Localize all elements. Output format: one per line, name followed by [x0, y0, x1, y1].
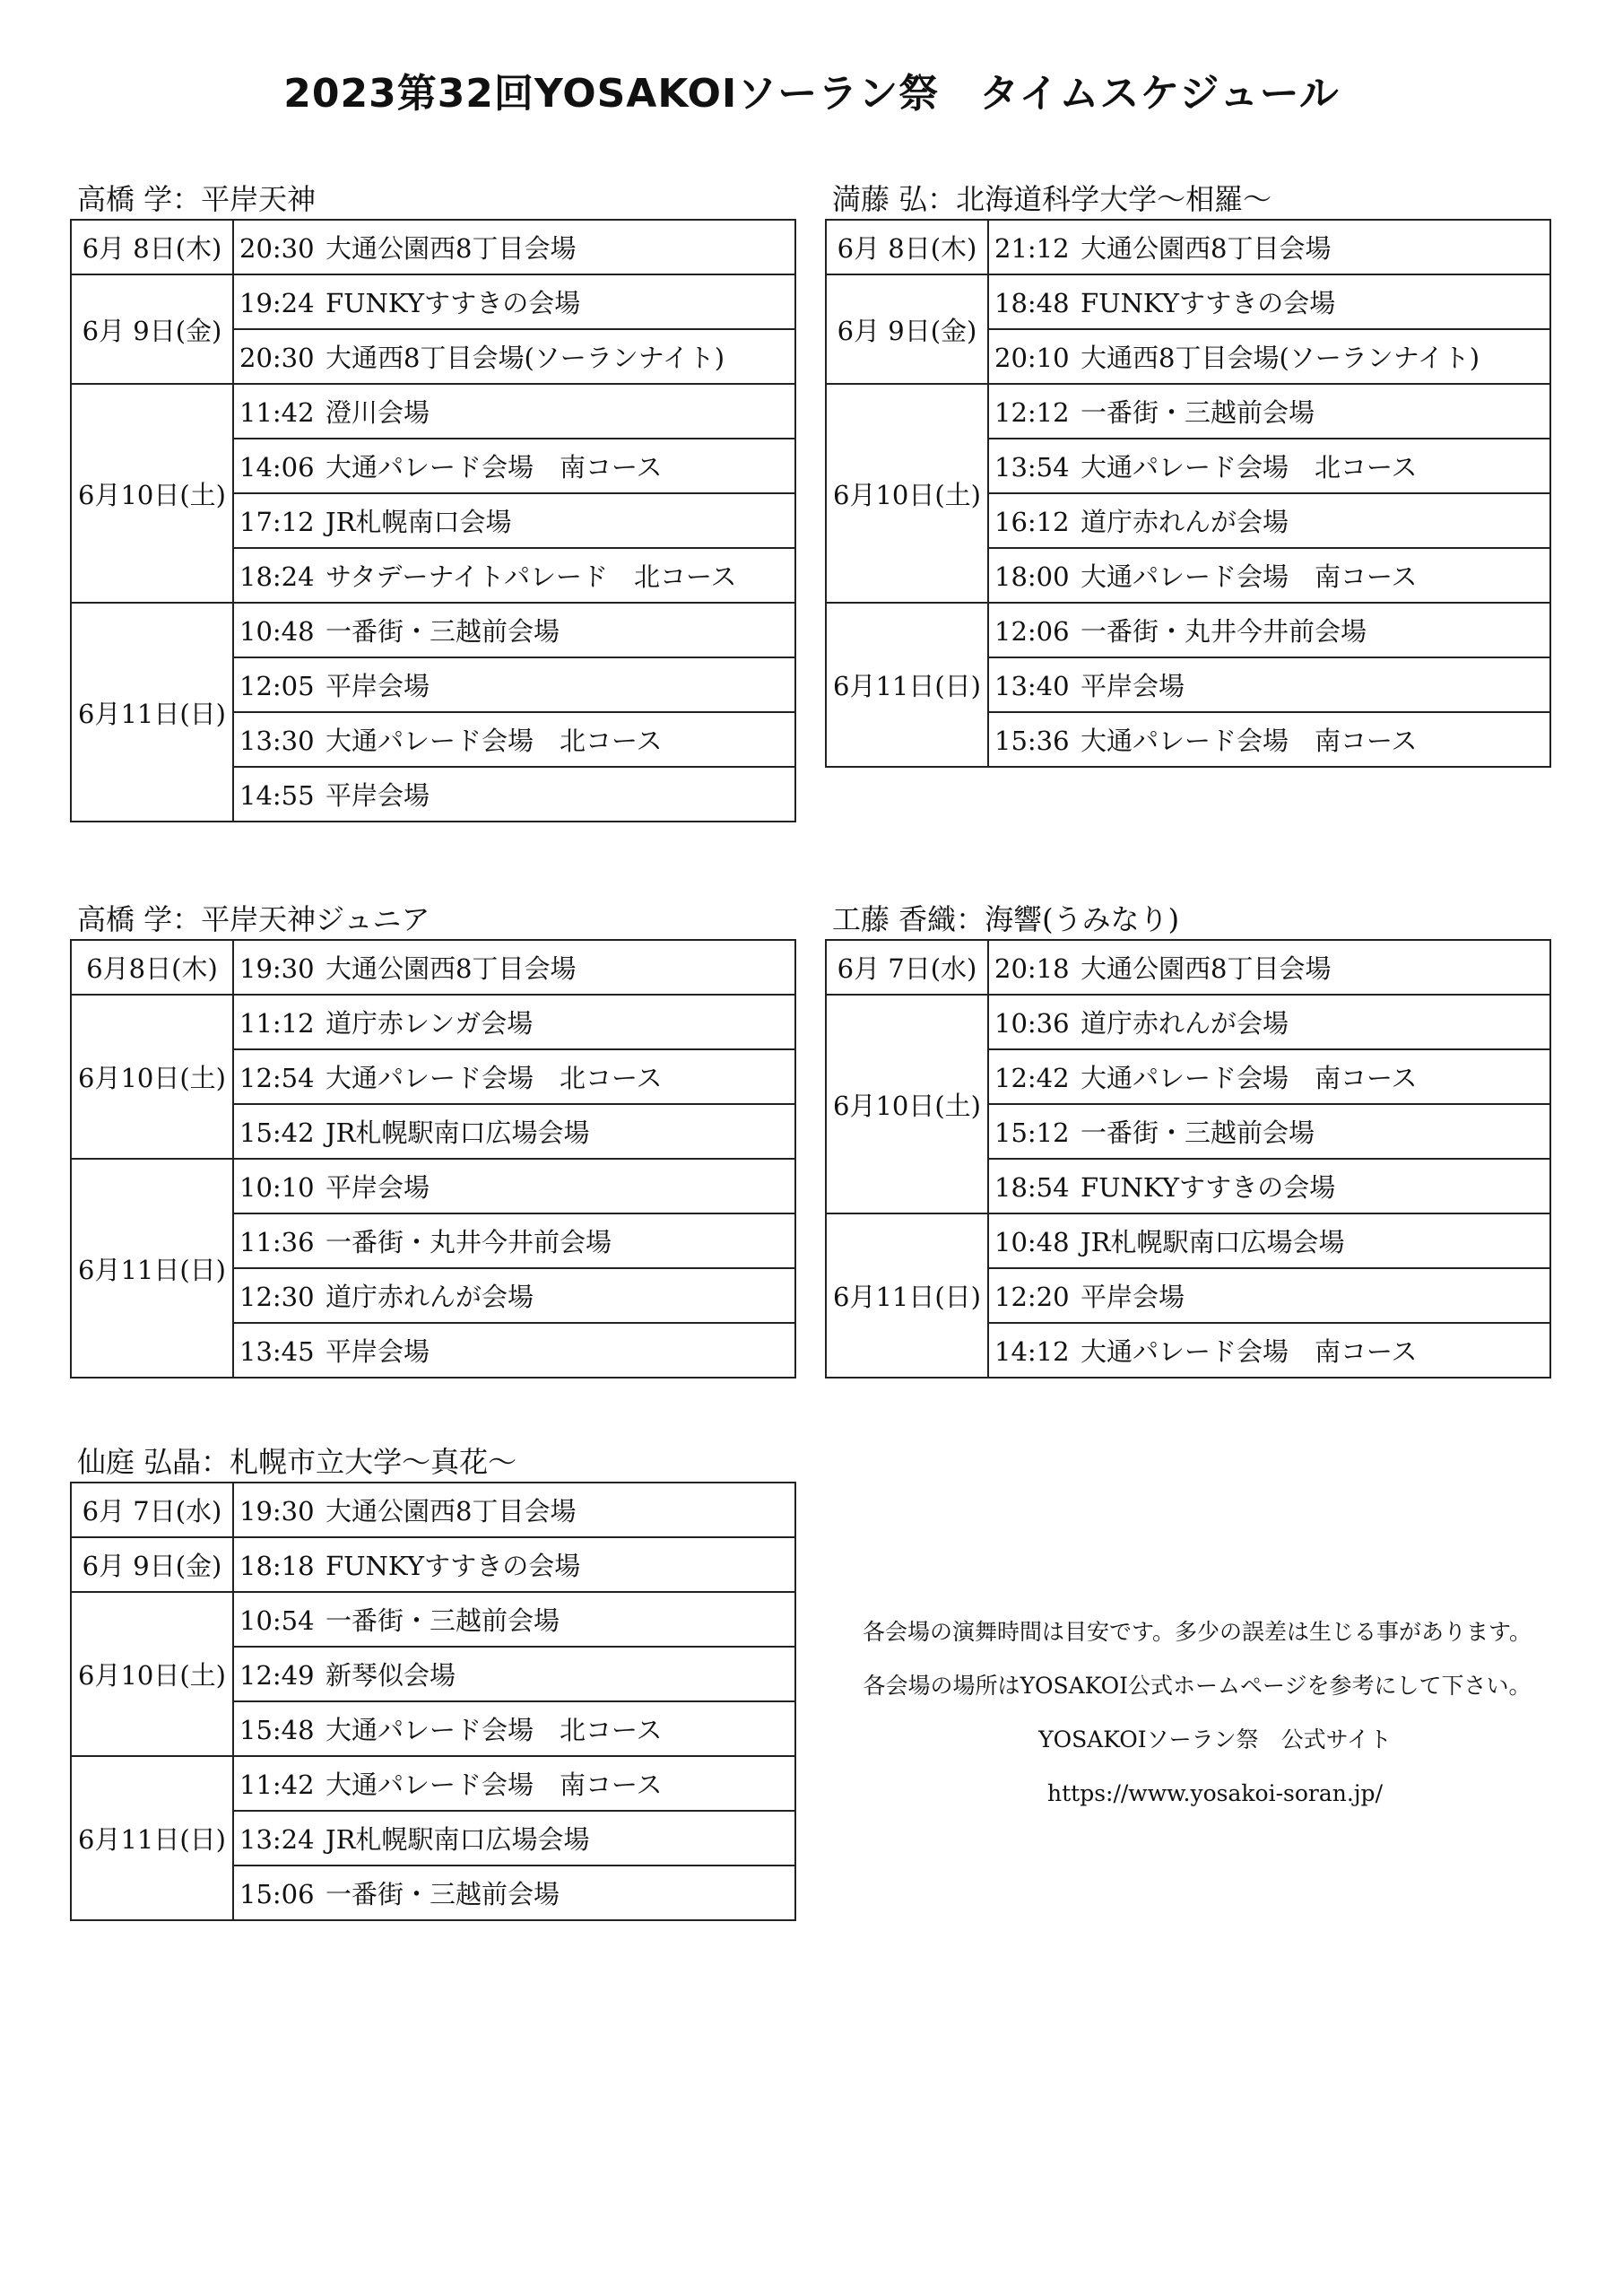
date-cell: 6月10日(土)	[71, 384, 233, 603]
schedule-block-hirayama-junior	[70, 900, 796, 1378]
event-cell	[233, 1323, 795, 1378]
schedule-table	[70, 1482, 796, 1921]
event-cell	[988, 1213, 1550, 1268]
event-time: 11:42	[239, 397, 315, 428]
event-place: 平岸会場	[1081, 1282, 1185, 1312]
event-time: 18:00	[994, 561, 1070, 592]
note-line: 各会場の演舞時間は目安です。多少の誤差は生じる事があります。	[862, 1619, 1532, 1645]
event-place: FUNKYすすきの会場	[325, 1551, 581, 1581]
event-time: 15:48	[239, 1715, 315, 1745]
block-header: 満藤 弘：北海道科学大学～相羅～	[832, 182, 1272, 216]
event-place: 大通西8丁目会場(ソーランナイト)	[1081, 343, 1480, 373]
event-place: 大通パレード会場 南コース	[1081, 561, 1418, 592]
event-time: 16:12	[994, 507, 1070, 537]
event-time: 13:45	[239, 1336, 315, 1367]
event-cell	[233, 439, 795, 493]
event-place: 大通パレード会場 北コース	[1081, 452, 1418, 483]
event-place: 大通パレード会場 南コース	[1081, 1063, 1418, 1093]
event-place: 道庁赤レンガ会場	[325, 1008, 534, 1039]
date-cell: 6月 8日(木)	[71, 220, 233, 274]
event-cell	[988, 548, 1550, 603]
event-time: 12:12	[994, 397, 1070, 428]
event-cell	[988, 439, 1550, 493]
event-time: 12:42	[994, 1063, 1070, 1093]
event-time: 15:12	[994, 1118, 1070, 1148]
event-place: 大通パレード会場 北コース	[325, 1063, 663, 1093]
event-time: 17:12	[239, 507, 315, 537]
date-cell: 6月8日(木)	[71, 940, 233, 995]
event-place: 一番街・三越前会場	[1081, 1118, 1315, 1148]
event-cell	[233, 940, 795, 995]
event-cell	[233, 220, 795, 274]
event-time: 18:18	[239, 1551, 315, 1581]
official-site-url: https://www.yosakoi-soran.jp/	[1047, 1780, 1383, 1806]
event-place: 平岸会場	[325, 1336, 430, 1367]
event-cell	[988, 274, 1550, 329]
event-cell	[233, 995, 795, 1049]
event-cell	[988, 603, 1550, 657]
schedule-block-hokkaido-kagaku	[825, 179, 1551, 768]
event-place: サタデーナイトパレード 北コース	[325, 561, 737, 592]
event-cell	[233, 274, 795, 329]
schedule-row	[826, 603, 1550, 657]
notes	[820, 1605, 1574, 1821]
event-place: FUNKYすすきの会場	[325, 288, 581, 318]
event-place: JR札幌駅南口広場会場	[325, 1824, 590, 1855]
event-place: JR札幌駅南口広場会場	[325, 1118, 590, 1148]
event-time: 19:30	[239, 953, 315, 984]
schedule-row	[71, 603, 795, 657]
event-place: 一番街・三越前会場	[325, 616, 560, 647]
event-time: 14:06	[239, 452, 315, 483]
event-cell	[988, 995, 1550, 1049]
event-place: 道庁赤れんが会場	[1081, 507, 1289, 537]
schedule-row	[71, 1537, 795, 1592]
event-place: 大通西8丁目会場(ソーランナイト)	[325, 343, 725, 373]
event-place: 澄川会場	[325, 397, 430, 428]
event-time: 20:10	[994, 343, 1070, 373]
event-time: 12:54	[239, 1063, 315, 1093]
block-header: 高橋 学：平岸天神ジュニア	[77, 902, 430, 936]
event-cell	[988, 1268, 1550, 1323]
schedule-table	[70, 939, 796, 1378]
event-cell	[988, 1104, 1550, 1159]
event-time: 18:48	[994, 288, 1070, 318]
event-cell	[233, 1213, 795, 1268]
schedule-row	[71, 995, 795, 1049]
date-cell: 6月 9日(金)	[71, 274, 233, 384]
event-place: 一番街・丸井今井前会場	[1081, 616, 1367, 647]
schedule-row	[71, 1592, 795, 1647]
event-place: 大通パレード会場 南コース	[325, 1770, 663, 1800]
event-place: 道庁赤れんが会場	[325, 1282, 534, 1312]
event-place: 大通公園西8丁目会場	[1081, 953, 1332, 984]
schedule-row	[826, 274, 1550, 329]
schedule-row	[71, 1483, 795, 1537]
date-cell: 6月10日(土)	[826, 384, 988, 603]
date-cell: 6月 8日(木)	[826, 220, 988, 274]
event-place: 大通公園西8丁目会場	[1081, 233, 1332, 264]
event-cell	[233, 548, 795, 603]
date-cell: 6月 9日(金)	[826, 274, 988, 384]
date-cell: 6月11日(日)	[71, 603, 233, 822]
event-cell	[988, 1159, 1550, 1213]
date-cell: 6月11日(日)	[71, 1159, 233, 1378]
schedule-table	[825, 219, 1551, 768]
event-cell	[233, 1701, 795, 1756]
schedule-block-hirayama-tenjin	[70, 179, 796, 822]
schedule-row	[826, 995, 1550, 1049]
block-header: 仙庭 弘晶：札幌市立大学～真花～	[77, 1445, 517, 1479]
event-cell	[233, 712, 795, 767]
event-cell	[988, 384, 1550, 439]
event-cell	[988, 220, 1550, 274]
event-place: 平岸会場	[325, 1172, 430, 1203]
event-place: FUNKYすすきの会場	[1081, 1172, 1336, 1203]
event-place: JR札幌駅南口広場会場	[1081, 1227, 1345, 1257]
event-time: 11:36	[239, 1227, 315, 1257]
event-time: 14:12	[994, 1336, 1070, 1367]
date-cell: 6月 7日(水)	[826, 940, 988, 995]
event-place: 一番街・三越前会場	[325, 1879, 560, 1909]
event-time: 20:30	[239, 343, 315, 373]
event-place: 一番街・三越前会場	[325, 1605, 560, 1636]
event-time: 10:48	[239, 616, 315, 647]
event-cell	[233, 603, 795, 657]
event-cell	[233, 329, 795, 384]
event-place: 大通パレード会場 南コース	[325, 452, 663, 483]
date-cell: 6月11日(日)	[826, 1213, 988, 1378]
event-place: 大通パレード会場 南コース	[1081, 726, 1418, 756]
event-time: 12:20	[994, 1282, 1070, 1312]
schedule-row	[826, 1213, 1550, 1268]
event-cell	[233, 1592, 795, 1647]
event-time: 13:24	[239, 1824, 315, 1855]
event-cell	[233, 384, 795, 439]
event-place: 平岸会場	[325, 671, 430, 701]
event-time: 10:48	[994, 1227, 1070, 1257]
event-time: 11:42	[239, 1770, 315, 1800]
block-header: 高橋 学：平岸天神	[77, 182, 317, 216]
event-cell	[988, 1323, 1550, 1378]
event-cell	[988, 940, 1550, 995]
event-time: 13:40	[994, 671, 1070, 701]
date-cell: 6月11日(日)	[826, 603, 988, 767]
page-title: 2023第32回YOSAKOIソーラン祭 タイムスケジュール	[283, 71, 1340, 117]
event-place: 大通パレード会場 北コース	[325, 1715, 663, 1745]
event-place: 新琴似会場	[325, 1660, 456, 1691]
event-cell	[988, 712, 1550, 767]
schedule-row	[71, 274, 795, 329]
event-place: 一番街・三越前会場	[1081, 397, 1315, 428]
schedule-row	[71, 1159, 795, 1213]
event-time: 19:30	[239, 1496, 315, 1526]
event-time: 15:36	[994, 726, 1070, 756]
event-time: 11:12	[239, 1008, 315, 1039]
event-place: 一番街・丸井今井前会場	[325, 1227, 612, 1257]
event-place: FUNKYすすきの会場	[1081, 288, 1336, 318]
schedule-table	[825, 939, 1551, 1378]
event-place: 平岸会場	[1081, 671, 1185, 701]
event-time: 13:30	[239, 726, 315, 756]
schedule-row	[71, 940, 795, 995]
schedule-row	[71, 384, 795, 439]
event-time: 13:54	[994, 452, 1070, 483]
date-cell: 6月10日(土)	[71, 995, 233, 1159]
event-cell	[233, 657, 795, 712]
event-cell	[988, 493, 1550, 548]
event-cell	[233, 1483, 795, 1537]
schedule-block-uminari	[825, 900, 1551, 1378]
event-time: 21:12	[994, 233, 1070, 264]
event-time: 10:54	[239, 1605, 315, 1636]
event-time: 12:30	[239, 1282, 315, 1312]
event-place: 平岸会場	[325, 780, 430, 811]
event-place: 大通公園西8丁目会場	[325, 953, 577, 984]
schedule-row	[71, 220, 795, 274]
date-cell: 6月 7日(水)	[71, 1483, 233, 1537]
event-cell	[233, 767, 795, 822]
schedule-row	[826, 220, 1550, 274]
event-time: 12:49	[239, 1660, 315, 1691]
event-cell	[233, 1268, 795, 1323]
date-cell: 6月11日(日)	[71, 1756, 233, 1920]
event-cell	[233, 1647, 795, 1701]
event-cell	[233, 1049, 795, 1104]
event-time: 12:05	[239, 671, 315, 701]
event-cell	[233, 1104, 795, 1159]
schedule-row	[826, 384, 1550, 439]
note-line: YOSAKOIソーラン祭 公式サイト	[1038, 1726, 1392, 1752]
event-time: 10:10	[239, 1172, 315, 1203]
date-cell: 6月10日(土)	[71, 1592, 233, 1756]
event-cell	[233, 493, 795, 548]
schedule-block-shika	[70, 1442, 796, 1921]
event-time: 18:24	[239, 561, 315, 592]
event-time: 15:06	[239, 1879, 315, 1909]
event-cell	[233, 1811, 795, 1866]
event-time: 12:06	[994, 616, 1070, 647]
note-line: 各会場の場所はYOSAKOI公式ホームページを参考にして下さい。	[863, 1673, 1532, 1699]
event-time: 10:36	[994, 1008, 1070, 1039]
schedule-row	[826, 940, 1550, 995]
event-place: 大通公園西8丁目会場	[325, 233, 577, 264]
event-cell	[988, 1049, 1550, 1104]
schedule-row	[71, 1756, 795, 1811]
event-place: 大通パレード会場 北コース	[325, 726, 663, 756]
event-place: 道庁赤れんが会場	[1081, 1008, 1289, 1039]
block-header: 工藤 香織：海響(うみなり)	[832, 902, 1180, 936]
event-time: 15:42	[239, 1118, 315, 1148]
event-time: 20:18	[994, 953, 1070, 984]
event-cell	[233, 1866, 795, 1920]
event-time: 19:24	[239, 288, 315, 318]
event-place: 大通公園西8丁目会場	[325, 1496, 577, 1526]
event-cell	[988, 329, 1550, 384]
event-cell	[233, 1537, 795, 1592]
event-time: 14:55	[239, 780, 315, 811]
event-cell	[988, 657, 1550, 712]
event-cell	[233, 1756, 795, 1811]
date-cell: 6月10日(土)	[826, 995, 988, 1213]
date-cell: 6月 9日(金)	[71, 1537, 233, 1592]
event-time: 20:30	[239, 233, 315, 264]
event-cell	[233, 1159, 795, 1213]
event-time: 18:54	[994, 1172, 1070, 1203]
schedule-table	[70, 219, 796, 822]
event-place: 大通パレード会場 南コース	[1081, 1336, 1418, 1367]
event-place: JR札幌南口会場	[325, 507, 512, 537]
